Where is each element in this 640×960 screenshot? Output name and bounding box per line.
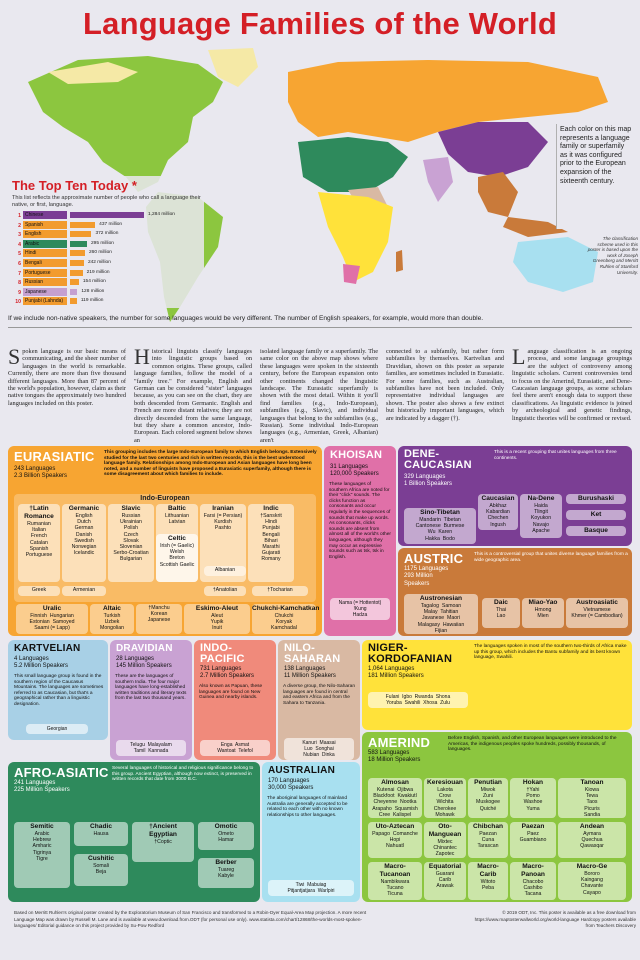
language-list: Finnish Hungarian Estonian Samoyed Saami (= Lapp) <box>29 613 75 632</box>
top-ten-subtitle: This list reflects the approximate number of people who call a language their native, or first, language. <box>12 195 201 208</box>
subfamily <box>252 604 320 634</box>
language-list: Abkhaz Kabardian Chechen Ingush <box>486 503 510 528</box>
card-australian <box>262 762 360 902</box>
rank: 1 <box>18 213 21 219</box>
speaker-bar <box>70 250 85 256</box>
subfamily <box>368 778 422 818</box>
language-list: Mixtec Chinantec Zapotec <box>433 839 457 858</box>
top-ten-row <box>12 220 192 230</box>
top-ten-panel <box>4 176 204 308</box>
subfamily <box>522 598 564 628</box>
card-dene-caucasian <box>398 446 632 546</box>
language-name: Portuguese <box>23 269 67 277</box>
subfamily-name: Germanic <box>68 505 100 512</box>
subfamily-name: Iranian <box>212 505 234 512</box>
subfamily-name: Chadic <box>90 823 112 830</box>
subfamily <box>132 822 194 862</box>
subfamily-name: Macro- Tucanoan <box>379 863 411 878</box>
map-khoisan <box>343 264 360 284</box>
family-description: These languages of southern Africa are noted for their "click" sounds. The clicks function as consonants and occur regularly in the sequences of sounds that make up words. As consonants, clicks sounds are absent from almost all of the world's other languages, although they may occur as expressive sounds such as tsk, tsk in English. <box>329 482 391 560</box>
speaker-bar <box>70 260 84 266</box>
subfamily <box>468 778 508 818</box>
language-list: Arabic Hebrew Amharic Tigrinya Tigre <box>32 831 52 862</box>
subfamily-name: Na-Dene <box>527 495 555 502</box>
subfamily-name: Basque <box>584 527 608 534</box>
subfamily <box>478 494 518 530</box>
family-name: DRAVIDIAN <box>116 643 173 654</box>
top-ten-row <box>12 268 192 278</box>
language-list: †Tocharian <box>267 587 293 593</box>
card-khoisan <box>324 446 396 636</box>
top-ten-row <box>12 296 192 306</box>
subfamily-name: Keresiouan <box>427 779 463 786</box>
subfamily <box>566 510 626 520</box>
top-ten-row <box>12 277 192 287</box>
rank: 10 <box>15 299 21 306</box>
subfamily-name: Uto-Aztecan <box>375 823 415 830</box>
family-stats: 31 Languages 120,000 Speakers <box>330 464 379 478</box>
subfamily <box>16 604 88 634</box>
language-list: Somali Beja <box>93 863 109 876</box>
rank: 2 <box>18 222 21 229</box>
language-list: Farsi (= Persian) Kurdish Pashto <box>203 513 243 532</box>
subfamily <box>18 586 60 596</box>
map-china-dene-caucasian <box>438 122 548 177</box>
language-list: Telugu Malayalam Tamil Kannada <box>116 740 186 756</box>
language-list: English Dutch German Danish Swedish Norwegian Icelandic <box>71 513 97 557</box>
subfamily-name: Macro- Panoan <box>521 863 545 878</box>
family-stats: 1,064 Languages 181 Million Speakers <box>368 666 424 680</box>
map-caption: The classification scheme used in this poster is based upon the work of Joseph Greenberg and Merritt Ruhlen of Stanford University. <box>587 236 638 275</box>
top-ten-row <box>12 210 192 220</box>
language-list: Kanuri Maasai Luo Songhai Nubian Dinka <box>284 738 354 760</box>
family-name: INDO- PACIFIC <box>200 642 245 665</box>
card-niger-kordofanian <box>362 640 632 730</box>
subfamily-name: Equatorial <box>428 863 462 870</box>
speaker-bar <box>70 279 79 285</box>
language-list: †Yahi Pomo Washoe Yuma <box>523 787 543 812</box>
subfamily <box>566 598 628 628</box>
speaker-count: 260 million <box>88 250 112 256</box>
subfamily-name: Cushitic <box>87 855 114 862</box>
language-list: †Manchu Korean Japanese <box>147 605 171 624</box>
language-list: Enga Asmat Wantoat Telefol <box>200 740 270 756</box>
copyright: © 2019 ODT, Inc. This poster is available as a free download from https://www.maptosterwallworld.org/world-language Hardcopy posters available from Teachers Discovery <box>474 910 636 929</box>
subfamily <box>74 822 128 846</box>
speaker-count: 154 million <box>82 279 106 285</box>
subfamily-name: Slavic <box>121 505 141 512</box>
language-list: Turkish Uzbek Mongolian <box>100 613 124 632</box>
language-list: Hausa <box>93 831 109 837</box>
subfamily-name: Indic <box>263 505 279 512</box>
subfamily <box>558 862 626 900</box>
top-ten-row <box>12 239 192 249</box>
subfamily-name: Celtic <box>168 535 186 542</box>
speaker-bar <box>70 241 87 247</box>
subfamily-name: Altaic <box>103 605 121 612</box>
family-stats: 170 Languages 30,000 Speakers <box>268 778 314 792</box>
subfamily-name: Ket <box>590 511 602 518</box>
intro-column-3 <box>260 348 378 444</box>
top-ten-row <box>12 287 192 297</box>
speaker-bar <box>70 222 95 228</box>
subfamily <box>74 854 128 886</box>
family-description: This is a controversial group that unites diverse language families from a wide geographic area. <box>474 552 628 563</box>
family-name: AUSTRALIAN <box>268 765 335 776</box>
subfamily <box>566 494 626 504</box>
subfamily-name: Oto- Manguean <box>428 823 462 838</box>
language-list: Fulani Igbo Rwanda Shona Yoruba Swahili Xhosa Zulu <box>368 692 468 708</box>
subfamily-name: Baltic <box>168 505 186 512</box>
card-nilo-saharan <box>278 640 360 760</box>
language-list: Lakota Crow Wichita Cherokee Mohawk <box>433 787 457 818</box>
subfamily <box>368 862 422 900</box>
subfamily-name: Austronesian <box>419 595 463 602</box>
language-name: Bengali <box>23 259 67 267</box>
intro-text: isolated language family or a superfamily. The same color on the above map shows where these languages were spoken in the sixteenth century, before the European expansion onto other continents changed the linguistic landscape. The Eurasiatic superfamily is shown with the most detail. Within it you'll find families (e.g., Indo-European), subfamilies (e.g., Slavic), and individual languages that belong to the subfamilies (e.g., Russian). Some individual Indo-European languages (e.g., Armenian, Greek, Albanian) aren't <box>260 348 378 444</box>
speaker-count: 242 million <box>87 260 111 265</box>
language-list: Rumanian Italian French Catalan Spanish Portuguese <box>25 521 53 559</box>
family-description: The aboriginal languages of mainland Australia are generally accepted to be related to each other with no known relationships to other languages. <box>267 796 348 818</box>
subfamily <box>558 822 626 858</box>
map-legend-note: Each color on this map represents a language family or superfamily as it was configured prior to the European expansion of the sixteenth century. <box>556 124 636 229</box>
family-description: Before English, Spanish, and other European languages were introduced to the Americas, the indigenous peoples spoke hundreds, possibly thousands, of languages. <box>448 736 617 753</box>
language-name: Punjabi (Lahnda) <box>23 297 67 305</box>
family-description: This small language group is found in the southern region of the Caucasus Mountains. The languages are sometimes referred to as Caucasian, but that's a geographical rather than a linguistic designation. <box>14 674 104 707</box>
subfamily-name: Chibchan <box>472 823 504 830</box>
card-afro-asiatic <box>8 762 260 902</box>
language-list: Nambikwara Tucano Ticuna <box>380 879 410 898</box>
family-name: KHOISAN <box>330 449 383 461</box>
intro-text: connected to a subfamily, but rather form subfamilies by themselves. Kartvelian and Dravidian, shown on this poster as separate families, are sometimes included in Eurasiatic. For some families, such as Australian, subfamilies have not been included. Only representative individual languages are shown. The poster also shows a few extinct but historically important languages, which are indicated by a dagger (†). <box>386 348 504 422</box>
language-name: Arabic <box>23 240 67 248</box>
language-name: Chinese <box>23 211 67 219</box>
map-madagascar <box>396 250 403 272</box>
top-ten-row <box>12 229 192 239</box>
subfamily <box>566 526 626 536</box>
subfamily <box>368 822 422 858</box>
top-ten-title: The Top Ten Today * <box>12 178 137 193</box>
language-list: Tagalog Samoan Malay Tahitian Javanese Maori Malagasy Hawaiian Fijian <box>417 603 465 634</box>
speaker-bar <box>70 212 144 218</box>
rank: 3 <box>18 232 21 239</box>
speaker-count: 119 million <box>80 298 104 304</box>
subfamily <box>558 778 626 818</box>
subfamily-name: †Latin Romance <box>24 505 54 520</box>
language-list: Mandarin Tibetan Cantonese Burmese Wu Karen Hakka Bodo <box>415 517 465 542</box>
language-list: Vietnamese Khmer (= Cambodian) <box>571 607 623 620</box>
rank: 5 <box>18 251 21 258</box>
subfamily <box>424 822 466 858</box>
language-list: Chacobo Cashibo Tacana <box>522 879 544 898</box>
card-eurasiatic <box>8 446 322 636</box>
rank: 7 <box>18 270 21 277</box>
family-stats: 1175 Languages 293 Million Speakers <box>404 566 449 587</box>
language-list: Tuareg Kabyle <box>217 867 235 880</box>
subfamily-name: Berber <box>215 859 237 866</box>
subfamily-name: Macro- Carib <box>477 863 499 878</box>
map-north-africa-afro-asiatic <box>298 137 408 192</box>
language-list: †Sanskrit Hindi Punjabi Bengali Bihari Marathi Gujarati Romany <box>260 513 282 563</box>
family-description: This grouping includes the large Indo-European family to which English belongs. Extensively studied for the last two centuries and rich in written records, this is the best understood language family. Relationships among Indo-European and Asian languages have long been noted, and a number of linguists have proposed a Eurasiatic superfamily, although there is some disagreement about which families to include. <box>104 450 317 478</box>
subfamily <box>510 862 556 900</box>
family-description: A diverse group, the Nilo-Saharan languages are found in central and eastern Africa and from the Sahara to Tanzania. <box>283 684 355 706</box>
subfamily <box>248 504 294 582</box>
card-austric <box>398 548 632 636</box>
subfamily-name: Miao-Yao <box>528 599 558 606</box>
family-stats: 583 Languages 18 Million Speakers <box>368 750 421 764</box>
subfamily <box>204 586 246 596</box>
intro-column-4 <box>386 348 504 422</box>
subfamily <box>136 604 182 634</box>
subfamily <box>468 822 508 858</box>
subfamily-name: Uralic <box>42 605 62 612</box>
speaker-count: 1,284 million <box>148 212 175 217</box>
language-list: Aymara Quechua Qawasqar <box>580 831 604 850</box>
language-list: Haida Tlingit Koyukon Navajo Apache <box>530 503 552 534</box>
family-stats: 329 Languages 1 Billion Speakers <box>404 474 453 488</box>
language-list: Paezan Cuna Tarascan <box>477 831 499 850</box>
language-list: Paez Guambiano <box>519 831 547 844</box>
family-description: These are the languages of southern India. The four major languages have long-established written traditions and literary texts from the last two thousand years. <box>115 674 187 702</box>
family-stats: 241 Languages 225 Million Speakers <box>14 780 70 794</box>
subfamily-name: †Ancient Egyptian <box>149 823 177 838</box>
speaker-bar <box>70 270 83 276</box>
subfamily-name: Burushaski <box>578 495 614 502</box>
language-name: Japanese <box>23 288 67 296</box>
family-description: This is a recent grouping that unites languages from three continents. <box>494 450 617 461</box>
footnote: If we include non-native speakers, the number for some languages would be very different. The number of English speakers, for example, would more than double. <box>8 315 484 322</box>
subfamily-name: Almosan <box>381 779 409 786</box>
family-name: AFRO-ASIATIC <box>14 765 109 780</box>
speaker-bar <box>70 289 77 295</box>
subfamily <box>90 604 134 634</box>
family-stats: 28 Languages 145 Million Speakers <box>116 656 172 670</box>
subfamily <box>468 862 508 900</box>
speaker-count: 219 million <box>86 269 110 275</box>
page-title: Language Families of the World <box>83 6 557 41</box>
subfamily <box>404 594 478 634</box>
map-india-dravidian <box>423 157 453 202</box>
subfamily <box>156 534 198 582</box>
language-list: Kiowa Tewa Taos Picuris Sandia <box>583 787 601 818</box>
speaker-count: 295 million <box>91 240 114 246</box>
card-indo-pacific <box>194 640 276 760</box>
subfamily <box>198 858 254 888</box>
language-list: Lithuanian Latvian <box>165 513 189 526</box>
subfamily-name: Penutian <box>474 779 502 786</box>
family-name: AMERIND <box>368 735 431 750</box>
intro-column-1 <box>8 344 126 407</box>
subfamily <box>510 778 556 818</box>
family-stats: 138 Languages 11 Million Speakers <box>284 666 336 680</box>
subfamily-name: Omotic <box>214 823 238 830</box>
language-list: Papago Comanche Hopi Nahuatl <box>372 831 418 850</box>
subfamily-name: Macro-Ge <box>576 863 608 870</box>
language-list: Kutenai Ojibwa Blackfoot Kwakiutl Cheyenne Nootka Arapaho Squamish Cree Kalispel <box>372 787 418 818</box>
subfamily <box>252 586 308 596</box>
top-ten-row <box>12 248 192 258</box>
subfamily <box>62 586 106 596</box>
subfamily-name: Paezan <box>521 823 545 830</box>
language-list: Greek <box>31 587 47 593</box>
map-se-asia-austric <box>478 172 518 217</box>
rank: 4 <box>18 241 21 248</box>
language-name: Hindi <box>23 249 67 257</box>
language-list: Armenian <box>72 587 96 593</box>
card-kartvelian <box>8 640 108 740</box>
card-amerind <box>362 732 632 902</box>
language-list: Irish (= Gaelic) Welsh Breton Scottish Gaelic <box>159 543 195 568</box>
language-list: Russian Ukrainian Polish Czech Slovak Slovenian Serbo-Croatian Bulgarian <box>113 513 149 563</box>
family-name: NIGER- KORDOFANIAN <box>368 642 453 665</box>
top-ten-row <box>12 258 192 268</box>
language-list: Guarani Carib Arawak <box>435 871 455 890</box>
language-list: †Coptic <box>154 839 172 845</box>
family-stats: 4 Languages 5.2 Million Speakers <box>14 656 69 670</box>
subfamily-name: Tanoan <box>580 779 604 786</box>
subfamily-name: Chukchi-Kamchatkan <box>252 605 320 612</box>
subfamily-name: Daic <box>494 599 508 606</box>
language-name: Russian <box>23 278 67 286</box>
subfamily-name: Caucasian <box>481 495 515 502</box>
speaker-bar <box>70 298 77 304</box>
rank: 9 <box>18 289 21 296</box>
language-list: Witoto Peba <box>480 879 496 892</box>
subfamily <box>18 504 60 582</box>
family-name: AUSTRIC <box>404 551 464 566</box>
subfamily-name: Hokan <box>522 779 544 786</box>
family-description: Also known as Papuan, these languages are found on New Guinea and nearby islands. <box>199 684 263 701</box>
divider <box>8 327 632 328</box>
speaker-bar <box>70 231 91 237</box>
family-description: Several languages of historical and religious significance belong to this group. Ancient Egyptian, although now extinct, is preserved in written records that date from 3000 B.C. <box>112 766 254 783</box>
dropcap: L <box>512 344 526 369</box>
subfamily-name: Eskimo-Aleut <box>195 605 239 612</box>
subfamily-name: Andean <box>579 823 605 830</box>
language-list: Chukchi Koryak Kamchadal <box>271 613 297 632</box>
language-list: Albanian <box>214 567 236 573</box>
subfamily <box>404 508 476 544</box>
credits: Based on Merritt Ruhlen's original poster created by the Exploratorium Museum of San Francisco and transformed to a Robin-Dyer Equal-Area Map projection. A more recent Language Map was drawn by Russell M. Lane and is available at www.download.from.ODT (for personal use only). www.statista.com/chart/12868/the-worlds-most-spoken-languages/ Editorial guidance on this project provided by Su-Pow Redford <box>14 910 367 929</box>
language-list: Miwok Zuni Muskogee Quiché <box>476 787 500 812</box>
intro-column-2 <box>134 344 252 444</box>
subfamily-name: Sino-Tibetan <box>420 509 460 516</box>
language-list: Nama (= Hottentot) !Kung Hadza <box>330 598 390 620</box>
family-stats: 243 Languages 2.3 Billion Speakers <box>14 466 68 480</box>
intro-text: anguage classification is an ongoing process, and some language groupings are the subject of controversy among linguistic scholars. Current controversies tend to focus on the Amerind, Eurasiatic, and Dene-Caucasian language groups, as some scholars feel there aren't enough data to support these classifications. As linguistic evidence is joined by archeological and genetic findings, linguistic theories will be confirmed or revised. <box>512 348 632 422</box>
dropcap: S <box>8 344 21 369</box>
family-description: The languages spoken in most of the southern two-thirds of Africa make up this group, which includes the Bantu subfamily and its best known language, Swahili. <box>474 644 627 661</box>
subfamily <box>198 822 254 850</box>
subfamily <box>14 822 70 888</box>
language-list: Bororo Kaingang Chavante Cayapo <box>580 871 604 896</box>
intro-column-5 <box>512 344 632 422</box>
subfamily <box>184 604 250 634</box>
language-list: Ometo Hamar <box>218 831 234 844</box>
family-name: EURASIATIC <box>14 449 95 464</box>
subfamily <box>424 778 466 818</box>
family-name: NILO- SAHARAN <box>284 642 341 665</box>
language-list: Georgian <box>26 724 88 734</box>
subfamily <box>62 504 106 582</box>
rank: 6 <box>18 261 21 267</box>
language-name: English <box>23 230 67 238</box>
language-list: Hmong Mien <box>534 607 552 620</box>
language-list: †Anatolian <box>212 587 238 593</box>
subfamily <box>482 598 520 628</box>
subfamily <box>204 566 246 576</box>
language-list: Thai Lao <box>495 607 507 620</box>
family-stats: 731 Languages 2.7 Million Speakers <box>200 666 255 680</box>
language-name: Spanish <box>23 221 67 229</box>
language-list: Aleut Yupik Inuit <box>210 613 224 632</box>
subfamily <box>108 504 154 582</box>
card-dravidian <box>110 640 192 760</box>
speaker-count: 372 million <box>95 231 119 237</box>
intro-text: poken language is our basic means of communicating, and the sheer number of languages in the world is remarkable. Currently, there are more than five thousand different languages. More than 87 percent of the world's population, however, claim as their native tongues the approximately two hundred languages included on this poster. <box>8 348 126 407</box>
family-name: DENE-CAUCASIAN <box>404 448 472 471</box>
indo-european-label: Indo-European <box>140 495 190 502</box>
intro-text: istorical linguists classify languages into linguistic groups based on common origins. These groups, called language families, follow the model of a "family tree." For example, English and German can be considered "sister" languages because, as you can see on the chart, they are both descended from Germanic. English and French are more distant relatives; they are not directly descended from the same language, but they share a common ancestor, Indo-European. Each colored segment below shows an <box>134 348 252 444</box>
subfamily <box>520 494 562 538</box>
speaker-count: 128 million <box>81 288 105 294</box>
subfamily-name: Semitic <box>30 823 54 830</box>
family-name: KARTVELIAN <box>14 643 81 654</box>
speaker-count: 437 million <box>99 221 123 227</box>
language-list: Tiwi Mabuiag Pitjantjatjara Warlpiri <box>268 880 354 896</box>
subfamily-name: Austroasiatic <box>576 599 618 606</box>
subfamily <box>424 862 466 900</box>
subfamily <box>510 822 556 858</box>
rank: 8 <box>18 280 21 287</box>
dropcap: H <box>134 344 150 369</box>
